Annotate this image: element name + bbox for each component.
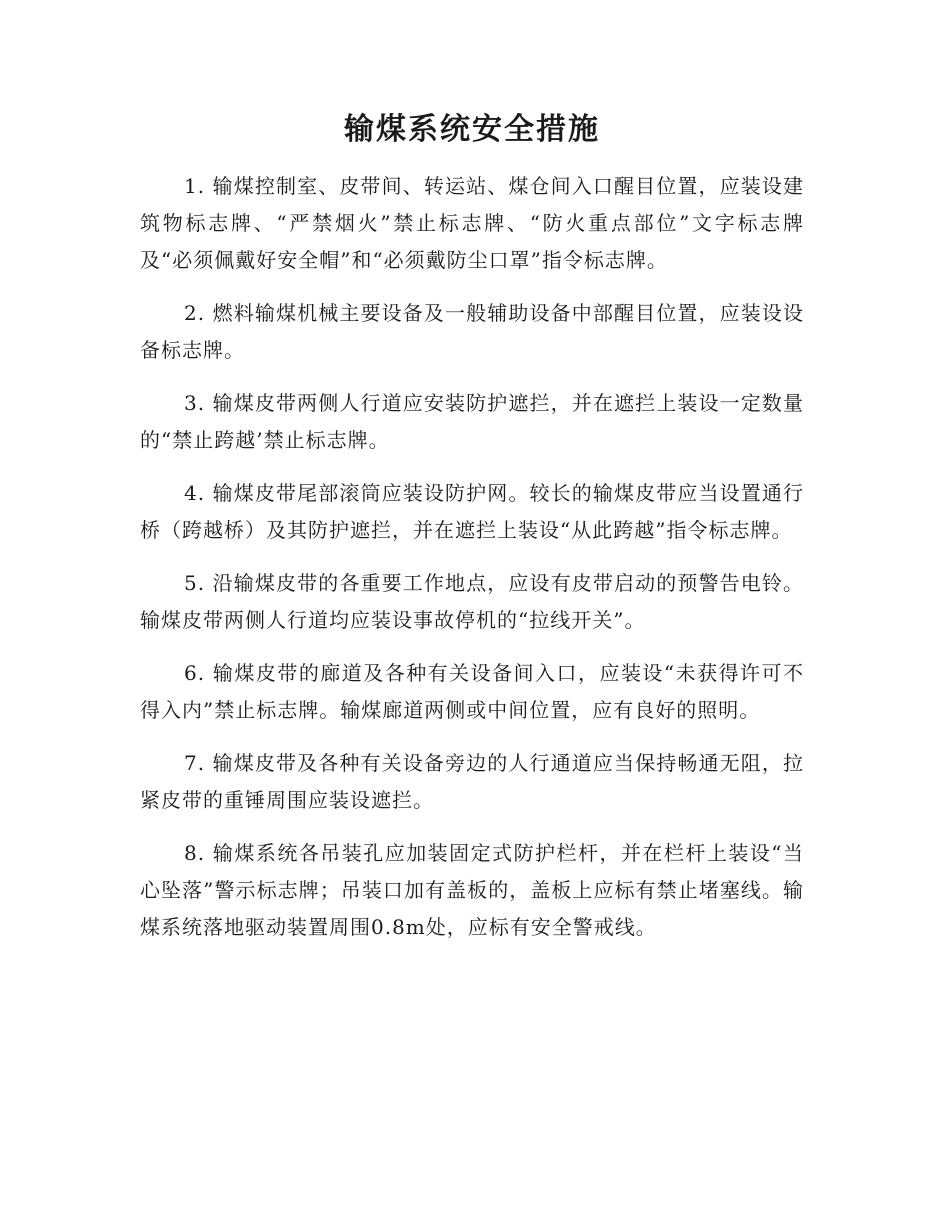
paragraph-6: 6. 输煤皮带的廊道及各种有关设备间入口，应装设“未获得许可不得入内”禁止标志牌。输煤廊道两侧或中间位置，应有良好的照明。 (140, 661, 804, 722)
paragraph-2: 2. 燃料输煤机械主要设备及一般辅助设备中部醒目位置，应装设设备标志牌。 (140, 301, 804, 362)
paragraph-5: 5. 沿输煤皮带的各重要工作地点，应设有皮带启动的预警告电铃。输煤皮带两侧人行道均应装设事故停机的“拉线开关”。 (140, 571, 804, 632)
paragraph-1: 1. 输煤控制室、皮带间、转运站、煤仓间入口醒目位置，应装设建筑物标志牌、“严禁烟火”禁止标志牌、“防火重点部位”文字标志牌及“必须佩戴好安全帽”和“必须戴防尘口罩”指令标志牌。 (140, 174, 804, 272)
paragraph-7: 7. 输煤皮带及各种有关设备旁边的人行通道应当保持畅通无阻，拉紧皮带的重锤周围应装设遮拦。 (140, 751, 804, 812)
paragraph-8: 8. 输煤系统各吊装孔应加装固定式防护栏杆，并在栏杆上装设“当心坠落”警示标志牌；吊装口加有盖板的，盖板上应标有禁止堵塞线。输煤系统落地驱动装置周围0.8m处，应标有安全警戒线。 (140, 841, 804, 939)
document-title: 输煤系统安全措施 (344, 112, 600, 147)
paragraph-3: 3. 输煤皮带两侧人行道应安装防护遮拦，并在遮拦上装设一定数量的“禁止跨越’禁止标志牌。 (140, 391, 804, 452)
document-page (140, 108, 804, 962)
paragraph-4: 4. 输煤皮带尾部滚筒应装设防护网。较长的输煤皮带应当设置通行桥（跨越桥）及其防护遮拦，并在遮拦上装设“从此跨越”指令标志牌。 (140, 481, 804, 542)
